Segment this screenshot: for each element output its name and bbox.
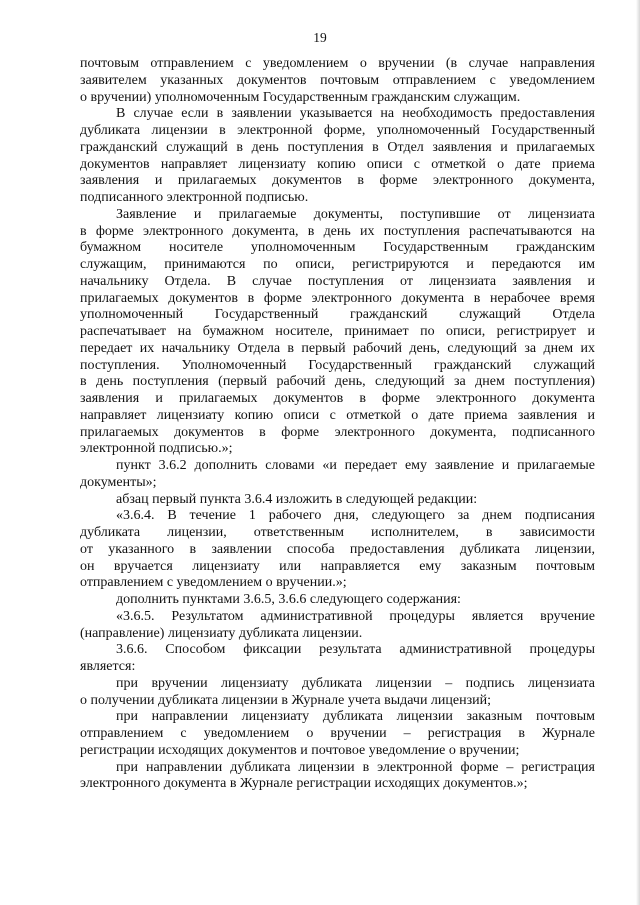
text-line: прилагаемых документов в форме электронного документа в нерабочее время	[80, 290, 595, 306]
text-line: почтовым отправлением с уведомлением о вручении (в случае направления	[80, 56, 595, 71]
text-line: в день поступления (первый рабочий день, следующий за днем поступления)	[80, 374, 595, 390]
text-line: дубликата лицензии в электронной форме, уполномоченный Государственный	[80, 123, 595, 138]
text-line: дубликата лицензии, ответственным исполнителем, в зависимости	[80, 525, 595, 540]
text-line: документы»;	[80, 474, 157, 490]
text-line: отправлением с уведомлением о вручении.»;	[80, 575, 347, 591]
text-line: поступления. Уполномоченный Государственный гражданский служащий	[80, 357, 595, 373]
text-line: электронной подписью.»;	[80, 441, 233, 457]
text-line: «3.6.4. В течение 1 рабочего дня, следующего за днем подписания	[116, 508, 595, 524]
text-line: Заявление и прилагаемые документы, поступившие от лицензиата	[116, 206, 595, 222]
text-line: заявления и прилагаемых документов в форме электронного документа	[80, 391, 595, 406]
text-line: документов направляет лицензиату копию описи с отметкой о дате приема	[80, 156, 595, 172]
text-line: уполномоченный Государственный гражданский служащий Отдела	[80, 307, 595, 323]
text-line: направляет лицензиату копию описи с отметкой о дате приема заявления и	[80, 407, 595, 423]
text-line: о вручении) уполномоченным Государственным гражданским служащим.	[80, 89, 521, 105]
text-line: он вручается лицензиату или направляется ему заказным почтовым	[80, 558, 595, 574]
text-line: (направление) лицензиату дубликата лицензии.	[80, 625, 363, 641]
text-line: является:	[80, 659, 136, 674]
text-line: бумажном носителе уполномоченным Государственным гражданским	[80, 240, 595, 256]
text-line: передает их начальнику Отдела в первый рабочий день, следующий за днем их	[80, 340, 595, 356]
text-line: 3.6.6. Способом фиксации результата административной процедуры	[116, 642, 595, 658]
page-number: 19	[313, 30, 327, 45]
text-line: отправлением с уведомлением о вручении – регистрация в Журнале	[80, 726, 595, 741]
text-line: заявления и прилагаемых документов в форме электронного документа,	[80, 173, 595, 189]
text-line: гражданский служащий в день поступления в Отдел заявления и прилагаемых	[80, 139, 595, 155]
document-body	[80, 56, 595, 793]
text-line: «3.6.5. Результатом административной процедуры является вручение	[116, 608, 595, 624]
text-line: при направлении лицензиату дубликата лицензии заказным почтовым	[116, 709, 595, 725]
text-line: абзац первый пункта 3.6.4 изложить в следующей редакции:	[116, 491, 478, 507]
text-line: прилагаемых документов в форме электронного документа, подписанного	[80, 424, 595, 440]
text-line: дополнить пунктами 3.6.5, 3.6.6 следующего содержания:	[116, 592, 461, 607]
text-line: электронного документа в Журнале регистрации исходящих документов.»;	[80, 776, 528, 792]
text-line: пункт 3.6.2 дополнить словами «и передает ему заявление и прилагаемые	[116, 458, 595, 473]
text-line: от указанного в заявлении способа предоставления дубликата лицензии,	[80, 541, 595, 557]
scan-edge-shadow	[636, 0, 640, 905]
text-line: о получении дубликата лицензии в Журнале учета выдачи лицензий;	[80, 692, 492, 708]
text-line: начальнику Отдела. В случае поступления от лицензиата заявления и	[80, 273, 595, 289]
text-line: регистрации исходящих документов и почтовое уведомление о вручении;	[80, 742, 520, 758]
text-line: заявителем указанных документов почтовым отправлением с уведомлением	[80, 72, 595, 88]
text-line: при вручении лицензиату дубликата лицензии – подпись лицензиата	[116, 675, 595, 691]
text-line: служащим, принимаются по описи, регистрируются и передаются им	[80, 257, 595, 272]
text-line: в форме электронного документа, в день их поступления распечатываются на	[80, 223, 595, 239]
text-line: В случае если в заявлении указывается на необходимость предоставления	[116, 106, 595, 122]
text-line: при направлении дубликата лицензии в электронной форме – регистрация	[116, 759, 595, 775]
text-line: распечатывает на бумажном носителе, принимает по описи, регистрирует и	[80, 324, 595, 339]
text-line: подписанного электронной подписью.	[80, 190, 309, 205]
